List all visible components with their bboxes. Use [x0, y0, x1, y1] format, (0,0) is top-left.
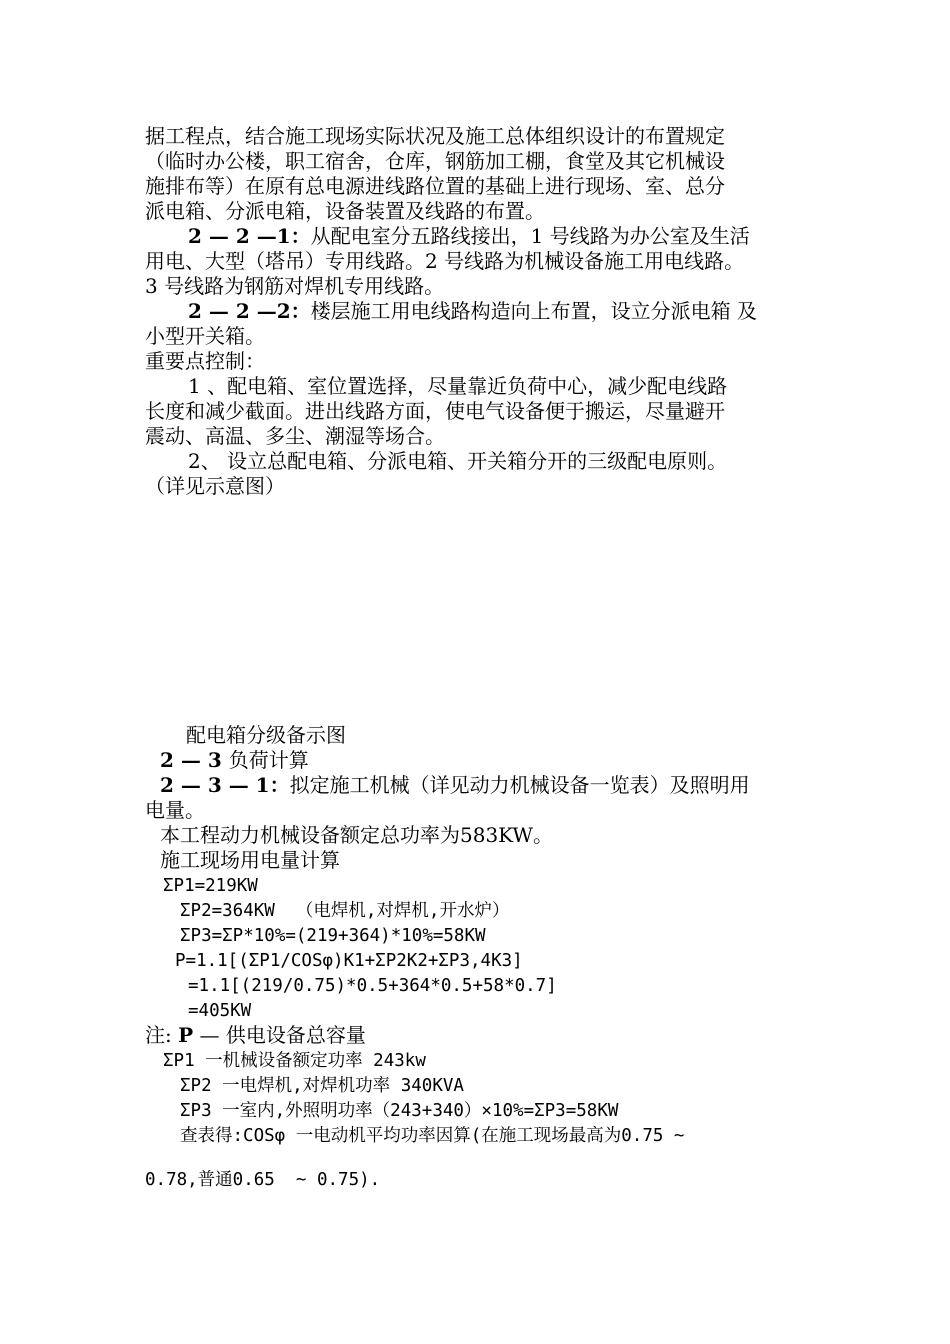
paragraph-line: （详见示意图）	[145, 474, 285, 498]
note-line	[145, 1023, 366, 1047]
note-label: 注:	[145, 1023, 179, 1047]
paragraph-line: 3 号线路为钢筋对焊机专用线路。	[145, 274, 445, 298]
paragraph-line: 小型开关箱。	[145, 324, 265, 348]
section-2-2-2-text: 楼层施工用电线路构造向上布置，设立分派电箱 及	[310, 299, 757, 323]
note-item-continued: 0.78,普通0.65 ~ 0.75).	[145, 1170, 381, 1190]
paragraph-line: 电量。	[145, 798, 205, 822]
note-item: 查表得:COSφ 一电动机平均功率因算(在施工现场最高为0.75 ~	[180, 1126, 685, 1146]
paragraph-line: 用电、大型（塔吊）专用线路。2 号线路为机械设备施工用电线路。	[145, 249, 745, 273]
paragraph-line: 施排布等）在原有总电源进线路位置的基础上进行现场、室、总分	[145, 174, 725, 198]
paragraph-line: （临时办公楼，职工宿舍，仓库，钢筋加工棚，食堂及其它机械设	[145, 149, 725, 173]
paragraph-line: 据工程点，结合施工现场实际状况及施工总体组织设计的布置规定	[145, 124, 725, 148]
note-text: — 供电设备总容量	[193, 1023, 366, 1047]
rated-power-line: 本工程动力机械设备额定总功率为583KW。	[160, 823, 553, 847]
section-2-2-2-line	[188, 299, 757, 323]
formula-line: =1.1[(219/0.75)*0.5+364*0.5+58*0.7]	[188, 976, 557, 996]
section-2-2-2-heading: 2 — 2 —2：	[188, 299, 311, 323]
section-2-2-1-heading: 2 — 2 —1：	[188, 224, 311, 248]
point-2-line: 2、 设立总配电箱、分派电箱、开关箱分开的三级配电原则。	[188, 449, 728, 473]
formula-line: ΣP2=364KW （电焊机,对焊机,开水炉）	[180, 901, 510, 921]
section-2-2-1-line	[188, 224, 750, 248]
formula-line: ΣP3=ΣP*10%=(219+364)*10%=58KW	[180, 926, 486, 946]
figure-caption: 配电箱分级备示图	[186, 723, 346, 747]
section-2-3-heading: 2 — 3	[160, 748, 229, 772]
note-symbol: P	[178, 1023, 194, 1047]
paragraph-line: 派电箱、分派电箱，设备装置及线路的布置。	[145, 199, 545, 223]
paragraph-line: 震动、高温、多尘、潮湿等场合。	[145, 424, 445, 448]
paragraph-line: 长度和减少截面。进出线路方面，使电气设备便于搬运，尽量避开	[145, 399, 725, 423]
note-item: ΣP1 一机械设备额定功率 243kw	[163, 1051, 426, 1071]
section-2-3-1-line	[160, 773, 750, 797]
note-item: ΣP3 一室内,外照明功率（243+340）×10%=ΣP3=58KW	[180, 1101, 619, 1121]
section-2-3-1-text: 拟定施工机械（详见动力机械设备一览表）及照明用	[289, 773, 750, 797]
formula-line: ΣP1=219KW	[163, 876, 258, 896]
key-points-title: 重要点控制：	[145, 349, 265, 373]
section-2-3-1-heading: 2 — 3 — 1：	[160, 773, 290, 797]
formula-line: =405KW	[188, 1001, 252, 1021]
section-2-3-text: 负荷计算	[228, 748, 309, 772]
formula-line: P=1.1[(ΣP1/COSφ)K1+ΣP2K2+ΣP3,4K3]	[175, 951, 523, 971]
calc-title: 施工现场用电量计算	[160, 848, 340, 872]
section-2-2-1-text: 从配电室分五路线接出，1 号线路为办公室及生活	[310, 224, 750, 248]
section-2-3-line	[160, 748, 309, 772]
point-1-line: 1 、配电箱、室位置选择，尽量靠近负荷中心，减少配电线路	[188, 374, 728, 398]
note-item: ΣP2 一电焊机,对焊机功率 340KVA	[180, 1076, 464, 1096]
